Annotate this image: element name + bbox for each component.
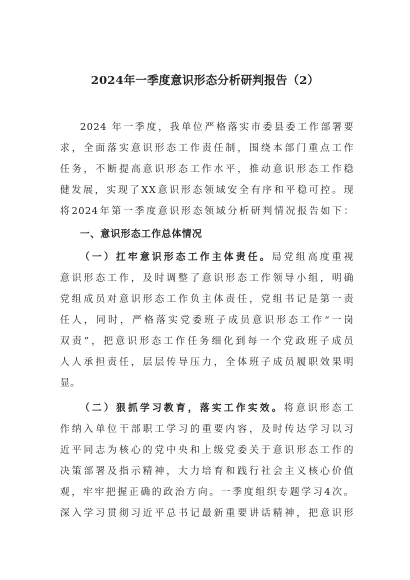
document-title: 2024年一季度意识形态分析研判报告（2） bbox=[90, 73, 320, 87]
intro-line-2: 求，全面落实意识形态工作责任制，围绕本部门重点工作 bbox=[60, 143, 354, 154]
intro-line-3: 任务，不断提高意识形态工作水平，推动意识形态工作稳 bbox=[60, 164, 354, 175]
sub2-line-1: 作纳入单位干部职工学习的重要内容，及时传达学习以习 bbox=[60, 424, 354, 435]
sub2-first-line bbox=[80, 402, 354, 416]
sub1-line-6: 显。 bbox=[60, 378, 81, 389]
sub2-line-2: 近平同志为核心的党中央和上级党委关于意识形态工作的 bbox=[60, 445, 354, 456]
intro-line-5: 将2024年第一季度意识形态领域分析研判情况报告如下： bbox=[60, 206, 354, 217]
sub1-first-line bbox=[80, 251, 354, 265]
intro-line-1: 2024 年一季度，我单位严格落实市委县委工作部署要 bbox=[80, 122, 354, 133]
sub1-line-1: 意识形态工作，及时调整了意识形态工作领导小组，明确 bbox=[60, 273, 354, 284]
sub1-lead: （一）扛牢意识形态工作主体责任。 bbox=[80, 252, 272, 263]
sub2-first-rest: 将意识形态工 bbox=[283, 403, 354, 414]
sub1-line-4: 双责”，把意识形态工作任务细化到每一个党政班子成员 bbox=[60, 336, 354, 347]
sub1-line-3: 任人，同时，严格落实党委班子成员意识形态工作“一岗 bbox=[60, 315, 354, 326]
section-heading-1: 一、意识形态工作总体情况 bbox=[80, 229, 203, 240]
sub1-first-rest: 局党组高度重视 bbox=[271, 252, 354, 263]
sub2-line-4: 观，牢牢把握正确的政治方向。一季度组织专题学习4次。 bbox=[60, 487, 354, 498]
sub1-line-5: 人人承担责任，层层传导压力，全体班子成员履职效果明 bbox=[60, 357, 354, 368]
sub2-line-5: 深入学习贯彻习近平总书记最新重要讲话精神，把意识形 bbox=[60, 508, 354, 519]
sub1-line-2: 党组成员对意识形态工作负主体责任，党组书记是第一责 bbox=[60, 294, 354, 305]
sub2-line-3: 决策部署及指示精神，大力培育和践行社会主义核心价值 bbox=[60, 466, 354, 477]
intro-line-4: 健发展，实现了XX意识形态领域安全有序和平稳可控。现 bbox=[60, 185, 354, 196]
sub2-lead: （二）狠抓学习教育，落实工作实效。 bbox=[80, 403, 284, 414]
